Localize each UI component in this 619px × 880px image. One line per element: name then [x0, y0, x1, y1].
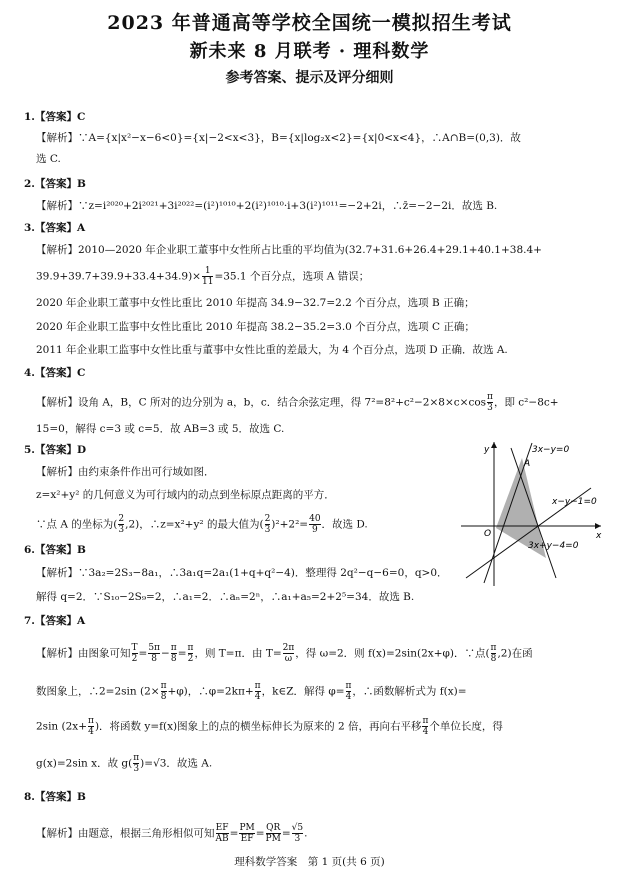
- answer-label: 【答案】C: [34, 367, 86, 379]
- feasible-region-graph: [456, 438, 606, 588]
- q7-analysis-line: g(x)=2sin x．故 g( $\frac{\pi}{3}$ )=√3．故选 A.: [36, 753, 213, 774]
- fraction: $\frac{\pi}{8}$: [170, 643, 177, 664]
- x-axis-label: x: [596, 531, 602, 541]
- fraction: $\frac{2\pi}{\omega}$: [282, 643, 295, 664]
- q2-analysis-line: 【解析】∵z=i²⁰²⁰+2i²⁰²¹+3i²⁰²²=(i²)¹⁰¹⁰+2(i²)¹⁰¹⁰·i+3(i²)¹⁰¹¹=−2+2i，∴z̄=−2−2i．故选 B.: [36, 200, 498, 212]
- q2-answer: [24, 177, 86, 191]
- q7-answer: [24, 614, 85, 628]
- q1-analysis-line: 【解析】∵A={x|x²−x−6<0}={x|−2<x<3}，B={x|log₂x<2}={x|0<x<4}，∴A∩B=(0,3)．故: [36, 132, 521, 144]
- fraction: $\frac{\pi}{3}$: [133, 753, 140, 774]
- fraction: $\frac{\pi}{4}$: [254, 681, 261, 702]
- q1-answer: [24, 110, 85, 124]
- q7-analysis-line: 2sin (2x+ $\frac{\pi}{4}$ )．将函数 y=f(x)图象上的点的横坐标伸长为原来的 2 倍，再向右平移 $\frac{\pi}{4}$ 个单位长度，得: [36, 716, 503, 737]
- fraction: $\frac{PM}{EF}$: [239, 823, 255, 844]
- origin-label: O: [484, 529, 492, 539]
- fraction: $\frac{T}{2}$: [131, 643, 138, 664]
- fraction: $\frac{√5}{3}$: [291, 823, 304, 844]
- fraction: $\frac{\pi}{4}$: [88, 716, 94, 737]
- question-number: 6.: [24, 544, 35, 556]
- q3-analysis-line: 2020 年企业职工监事中女性比重比 2010 年提高 38.2−35.2=3.0 个百分点，选项 C 正确；: [36, 321, 475, 333]
- fraction: $\frac{\pi}{8}$: [160, 681, 167, 702]
- fraction: $\frac{EF}{AB}$: [215, 823, 229, 844]
- fraction: $\frac{\pi}{3}$: [487, 392, 493, 413]
- q3-analysis-line: 2011 年企业职工监事中女性比重与董事中女性比重的差最大，为 4 个百分点，选项 D 正确．故选 A.: [36, 344, 508, 356]
- line-label-x-y-1: x−y−1=0: [552, 497, 597, 507]
- fraction: $\frac{\pi}{4}$: [422, 716, 429, 737]
- fraction: $\frac{40}{9}$: [309, 514, 321, 535]
- fraction: $\frac{\pi}{4}$: [345, 681, 352, 702]
- answer-label: 【答案】B: [34, 544, 86, 556]
- q8-answer: [24, 790, 86, 804]
- fraction: $\frac{2}{3}$: [264, 514, 271, 535]
- q4-analysis-line: 15=0，解得 c=3 或 c=5．故 AB=3 或 5．故选 C.: [36, 423, 285, 435]
- q7-analysis-line: 数图象上，∴2=2sin (2× $\frac{\pi}{8}$ +φ)，∴φ=2kπ+ $\frac{\pi}{4}$ ，k∈Z．解得 φ= $\frac{\pi}{4}$ ，∴函数解析式为 f(x)=: [36, 681, 467, 702]
- line-label-3x+y-4: 3x+y−4=0: [528, 541, 579, 551]
- exam-title: 2023 年普通高等学校全国统一模拟招生考试: [107, 12, 512, 34]
- fraction: $\frac{\pi}{2}$: [187, 643, 194, 664]
- q3-answer: [24, 221, 85, 235]
- question-number: 3.: [24, 222, 35, 234]
- answer-label: 【答案】B: [34, 791, 86, 803]
- answer-label: 【答案】B: [34, 178, 86, 190]
- fraction: $\frac{QR}{PM}$: [265, 823, 281, 844]
- question-number: 5.: [24, 444, 35, 456]
- q3-analysis-line: 2020 年企业职工董事中女性比重比 2010 年提高 34.9−32.7=2.2 个百分点，选项 B 正确；: [36, 297, 475, 309]
- q6-analysis-line: 解得 q=2．∵S₁₀−2S₉=2，∴a₁=2．∴aₙ=2ⁿ，∴a₁+a₅=2+2⁵=34．故选 B.: [36, 591, 415, 603]
- q4-analysis-line: 【解析】设角 A，B，C 所对的边分别为 a，b，c．结合余弦定理，得 7²=8²+c²−2×8×c×cos $\frac{\pi}{3}$ ，即 c²−8c+: [36, 392, 559, 413]
- q5-answer: [24, 443, 86, 457]
- line-label-3x-y: 3x−y=0: [532, 445, 570, 455]
- fraction: $\frac{1}{11}$: [201, 266, 214, 287]
- fraction: $\frac{5\pi}{8}$: [148, 643, 160, 664]
- y-axis-arrow: [491, 442, 497, 448]
- question-number: 4.: [24, 367, 35, 379]
- section-title: 参考答案、提示及评分细则: [225, 70, 394, 86]
- answer-label: 【答案】C: [34, 111, 86, 123]
- question-number: 7.: [24, 615, 35, 627]
- q6-answer: [24, 543, 86, 557]
- answer-label: 【答案】D: [34, 444, 87, 456]
- answer-label: 【答案】A: [34, 615, 86, 627]
- q8-analysis-line: 【解析】由题意，根据三角形相似可知 $\frac{EF}{AB}$ = $\frac{PM}{EF}$ = $\frac{QR}{PM}$ = $\frac{√5}{3}$ .: [36, 823, 308, 844]
- q6-analysis-line: 【解析】∵3a₂=2S₃−8a₁，∴3a₁q=2a₁(1+q+q²−4)．整理得 2q²−q−6=0，q>0．: [36, 567, 448, 579]
- fraction: $\frac{\pi}{8}$: [490, 643, 497, 664]
- question-number: 2.: [24, 178, 35, 190]
- q4-answer: [24, 366, 85, 380]
- answer-label: 【答案】A: [34, 222, 86, 234]
- exam-subtitle: 新未来 8 月联考 · 理科数学: [189, 41, 430, 62]
- q1-analysis-line: 选 C.: [36, 153, 61, 165]
- y-axis-label: y: [484, 445, 490, 455]
- fraction: $\frac{2}{3}$: [118, 514, 125, 535]
- q5-analysis-line: ∵点 A 的坐标为( $\frac{2}{3}$ ,2)，∴z=x²+y² 的最大值为( $\frac{2}{3}$ )²+2²= $\frac{40}{9}$ ．故选 D.: [36, 514, 368, 535]
- x-axis-arrow: [595, 523, 601, 529]
- question-number: 8.: [24, 791, 35, 803]
- question-number: 1.: [24, 111, 35, 123]
- q3-analysis-line: 【解析】2010—2020 年企业职工董事中女性所占比重的平均值为(32.7+31.6+26.4+29.1+40.1+38.4+: [36, 244, 542, 256]
- q3-analysis-line: 39.9+39.7+39.9+33.4+34.9)× $\frac{1}{11}$ =35.1 个百分点，选项 A 错误；: [36, 266, 370, 287]
- q7-analysis-line: 【解析】由图象可知 $\frac{T}{2}$ = $\frac{5\pi}{8}$ − $\frac{\pi}{8}$ = $\frac{\pi}{2}$ ，则 T=π．由 T= $\frac{2\pi}{\omega}$ ，得 ω=2．则 f(x)=2sin(2x+φ)．∵点( $\frac{\pi}{8}$ ,2)在函: [36, 643, 533, 664]
- page-footer: 理科数学答案 第 1 页(共 6 页): [234, 856, 385, 868]
- q5-analysis-line: 【解析】由约束条件作出可行域如图．: [36, 466, 215, 478]
- q5-analysis-line: z=x²+y² 的几何意义为可行域内的动点到坐标原点距离的平方．: [36, 489, 335, 501]
- point-a-label: A: [524, 459, 531, 469]
